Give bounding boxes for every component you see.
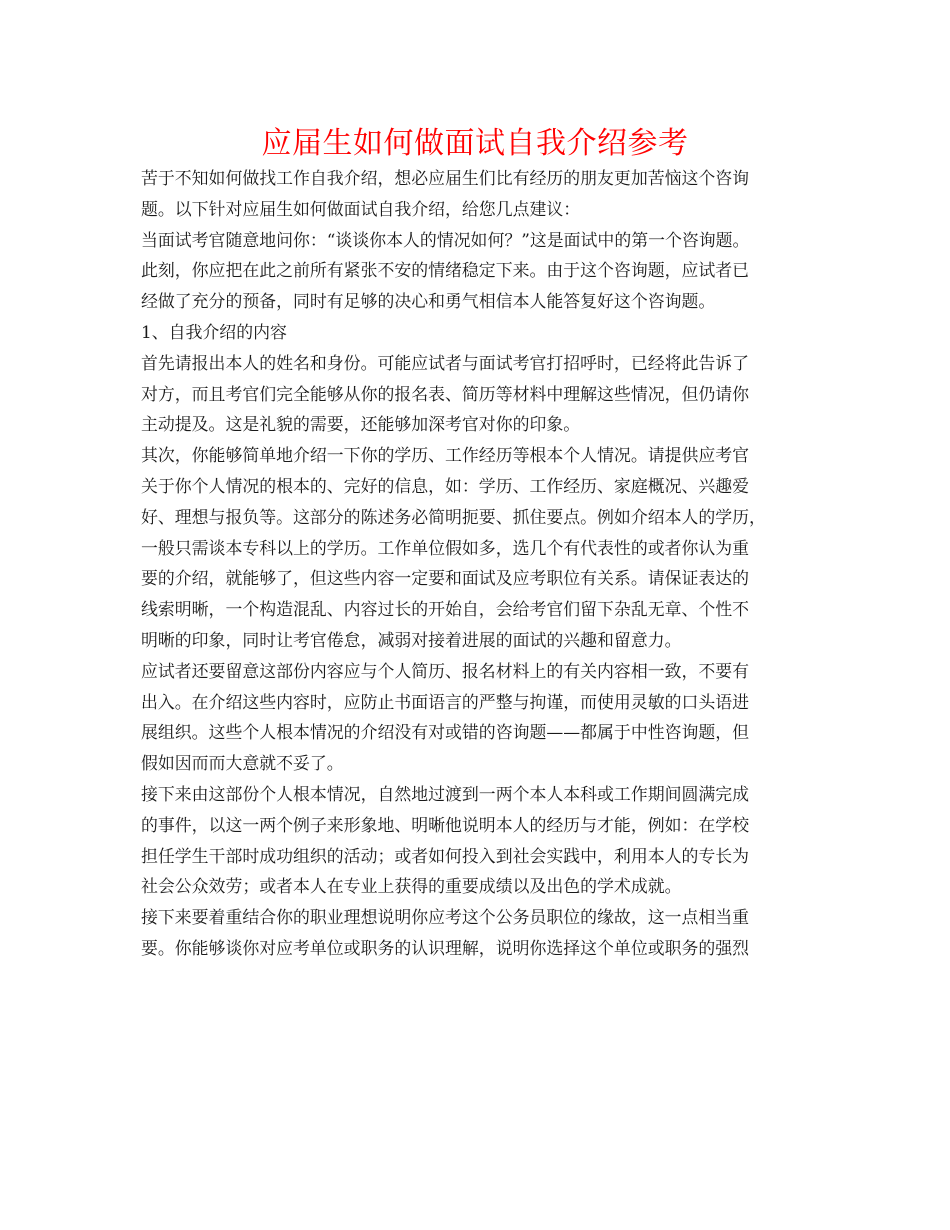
text-line: 其次，你能够简单地介绍一下你的学历、工作经历等根本个人情况。请提供应考官: [141, 445, 750, 466]
text-line: 对方，而且考官们完全能够从你的报名表、简历等材料中理解这些情况，但仍请你: [141, 383, 750, 404]
text-line: 的事件，以这一两个例子来形象地、明晰他说明本人的经历与才能，例如：在学校: [141, 814, 750, 835]
text-line: 一般只需谈本专科以上的学历。工作单位假如多，选几个有代表性的或者你认为重: [141, 537, 750, 558]
text-line: 明晰的印象，同时让考官倦怠，减弱对接着进展的面试的兴趣和留意力。: [141, 629, 682, 650]
text-line: 担任学生干部时成功组织的活动；或者如何投入到社会实践中，利用本人的专长为: [141, 845, 750, 866]
text-line: 假如因而而大意就不妥了。: [141, 753, 344, 774]
text-line: 此刻，你应把在此之前所有紧张不安的情绪稳定下来。由于这个咨询题，应试者已: [141, 260, 750, 281]
text-line: 接下来由这部份个人根本情况，自然地过渡到一两个本人本科或工作期间圆满完成: [141, 783, 750, 804]
text-line: 线索明晰，一个构造混乱、内容过长的开始自，会给考官们留下杂乱无章、个性不: [141, 599, 750, 620]
page-title: 应届生如何做面试自我介绍参考: [261, 126, 689, 161]
text-line: 首先请报出本人的姓名和身份。可能应试者与面试考官打招呼时，已经将此告诉了: [141, 352, 750, 373]
text-line: 接下来要着重结合你的职业理想说明你应考这个公务员职位的缘故，这一点相当重: [141, 907, 750, 928]
document-body: [141, 163, 813, 964]
section-heading: 1、自我介绍的内容: [141, 321, 287, 342]
text-line: 经做了充分的预备，同时有足够的决心和勇气相信本人能答复好这个咨询题。: [141, 291, 716, 312]
text-line: 展组织。这些个人根本情况的介绍没有对或错的咨询题——都属于中性咨询题，但: [141, 722, 750, 743]
text-line: 当面试考官随意地问你：“谈谈你本人的情况如何？”这是面试中的第一个咨询题。: [141, 229, 750, 250]
text-line: 应试者还要留意这部份内容应与个人简历、报名材料上的有关内容相一致，不要有: [141, 660, 750, 681]
text-line: 社会公众效劳；或者本人在专业上获得的重要成绩以及出色的学术成就。: [141, 876, 682, 897]
text-line: 主动提及。这是礼貌的需要，还能够加深考官对你的印象。: [141, 414, 581, 435]
text-line: 关于你个人情况的根本的、完好的信息，如：学历、工作经历、家庭概况、兴趣爱: [141, 475, 750, 496]
text-line: 苦于不知如何做找工作自我介绍，想必应届生们比有经历的朋友更加苦恼这个咨询: [141, 168, 750, 188]
text-line: 要。你能够谈你对应考单位或职务的认识理解，说明你选择这个单位或职务的强烈: [141, 937, 750, 958]
text-line: 出入。在介绍这些内容时，应防止书面语言的严整与拘谨，而使用灵敏的口头语进: [141, 691, 750, 712]
text-line: 要的介绍，就能够了，但这些内容一定要和面试及应考职位有关系。请保证表达的: [141, 568, 750, 589]
text-line: 题。以下针对应届生如何做面试自我介绍，给您几点建议：: [141, 198, 581, 219]
text-line: 好、理想与报负等。这部分的陈述务必简明扼要、抓住要点。例如介绍本人的学历，: [141, 506, 766, 527]
